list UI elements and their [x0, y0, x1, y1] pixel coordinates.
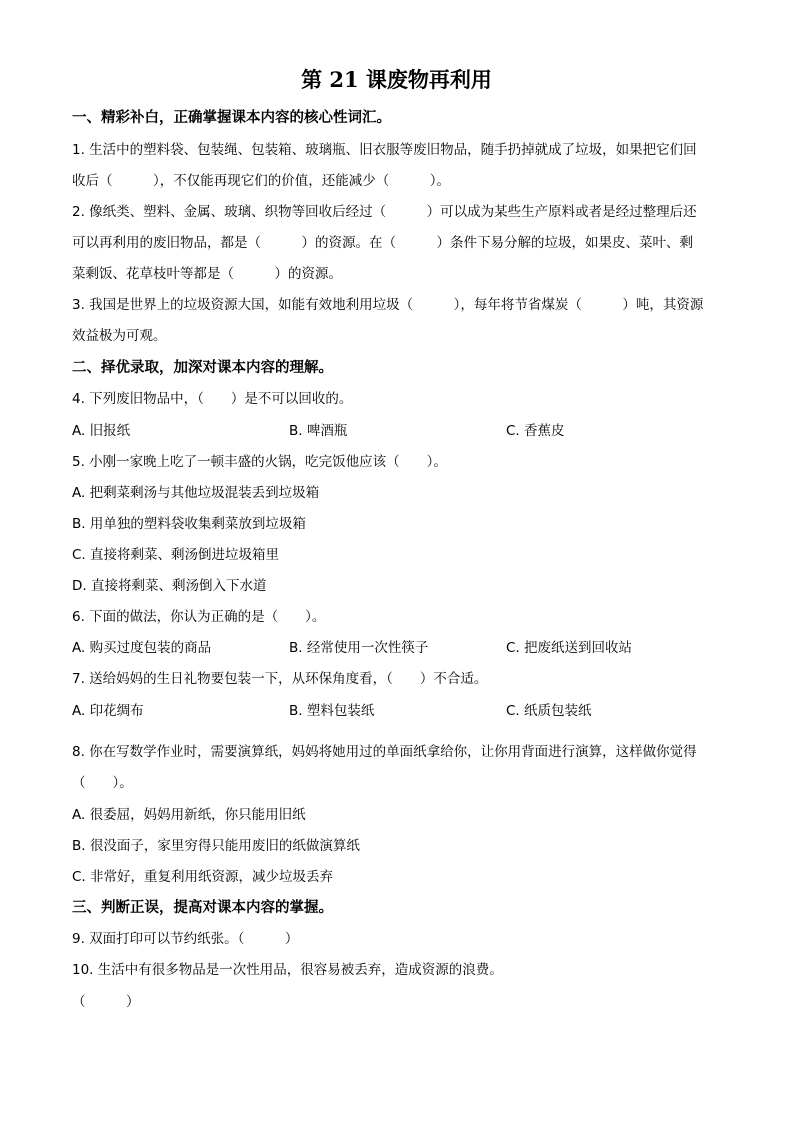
question-5-stem: 5. 小刚一家晚上吃了一顿丰盛的火锅，吃完饭他应该（ ）。 — [72, 454, 447, 470]
question-10-line-2: （ ） — [72, 994, 140, 1010]
question-7-option-c: C. 纸质包装纸 — [506, 703, 592, 719]
page-title: 第 21 课废物再利用 — [301, 67, 492, 92]
question-7-stem: 7. 送给妈妈的生日礼物要包装一下，从环保角度看，（ ）不合适。 — [72, 671, 488, 687]
question-8-option-c: C. 非常好，重复利用纸资源，减少垃圾丢弃 — [72, 869, 334, 885]
question-6-option-a: A. 购买过度包装的商品 — [72, 640, 212, 656]
question-4-option-c: C. 香蕉皮 — [506, 423, 565, 439]
question-9: 9. 双面打印可以节约纸张。（ ） — [72, 931, 299, 947]
section-heading-1: 一、精彩补白，正确掌握课本内容的核心性词汇。 — [72, 109, 391, 126]
question-1-line-2: 收后（ ），不仅能再现它们的价值，还能减少（ ）。 — [72, 173, 450, 189]
question-3-line-1: 3. 我国是世界上的垃圾资源大国，如能有效地利用垃圾（ ），每年将节省煤炭（ ）吨，其资源 — [72, 297, 704, 313]
question-5-option-a: A. 把剩菜剩汤与其他垃圾混装丢到垃圾箱 — [72, 485, 320, 501]
question-2-line-1: 2. 像纸类、塑料、金属、玻璃、织物等回收后经过（ ）可以成为某些生产原料或者是经过整理后还 — [72, 204, 697, 220]
section-heading-2: 二、择优录取，加深对课本内容的理解。 — [72, 359, 333, 376]
question-7-option-a: A. 印花绸布 — [72, 703, 144, 719]
question-4-option-a: A. 旧报纸 — [72, 423, 131, 439]
question-6-stem: 6. 下面的做法，你认为正确的是（ ）。 — [72, 609, 326, 625]
question-7-option-b: B. 塑料包装纸 — [289, 703, 375, 719]
question-4-option-b: B. 啤酒瓶 — [289, 423, 348, 439]
question-8-option-a: A. 很委屈，妈妈用新纸，你只能用旧纸 — [72, 807, 306, 823]
question-10-line-1: 10. 生活中有很多物品是一次性用品，很容易被丢弃，造成资源的浪费。 — [72, 962, 503, 978]
section-heading-3: 三、判断正误，提高对课本内容的掌握。 — [72, 899, 333, 916]
question-5-option-b: B. 用单独的塑料袋收集剩菜放到垃圾箱 — [72, 516, 306, 532]
question-2-line-3: 菜剩饭、花草枝叶等都是（ ）的资源。 — [72, 266, 342, 282]
question-8-line-2: （ ）。 — [72, 775, 133, 791]
question-6-option-c: C. 把废纸送到回收站 — [506, 640, 633, 656]
question-1-line-1: 1. 生活中的塑料袋、包装绳、包装箱、玻璃瓶、旧衣服等废旧物品，随手扔掉就成了垃圾，如果把它们回 — [72, 142, 697, 158]
question-8-line-1: 8. 你在写数学作业时，需要演算纸，妈妈将她用过的单面纸拿给你，让你用背面进行演算，这样做你觉得 — [72, 744, 697, 760]
question-5-option-d: D. 直接将剩菜、剩汤倒入下水道 — [72, 578, 267, 594]
question-4-stem: 4. 下列废旧物品中，（ ）是不可以回收的。 — [72, 391, 353, 407]
question-3-line-2: 效益极为可观。 — [72, 328, 167, 344]
question-8-option-b: B. 很没面子，家里穷得只能用废旧的纸做演算纸 — [72, 838, 360, 854]
question-2-line-2: 可以再利用的废旧物品，都是（ ）的资源。在（ ）条件下易分解的垃圾，如果皮、菜叶、剩 — [72, 235, 693, 251]
question-5-option-c: C. 直接将剩菜、剩汤倒进垃圾箱里 — [72, 547, 280, 563]
question-6-option-b: B. 经常使用一次性筷子 — [289, 640, 429, 656]
